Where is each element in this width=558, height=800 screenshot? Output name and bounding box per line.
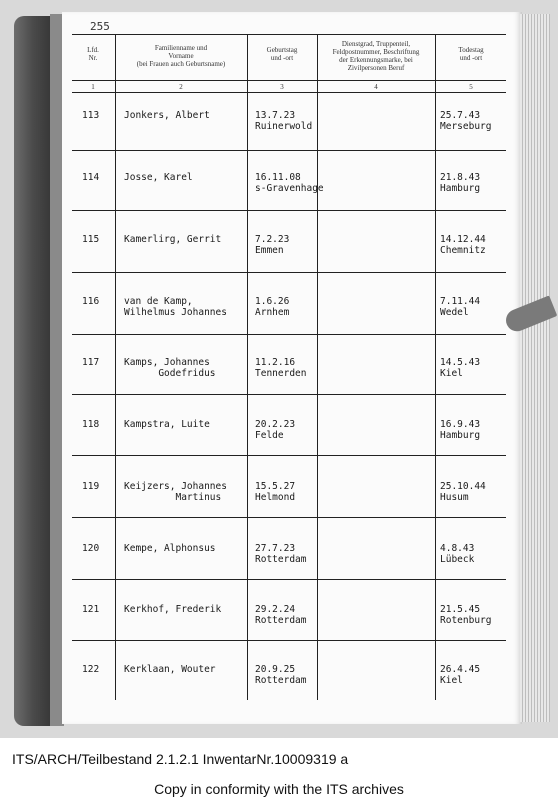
row-birth: 1.6.26 Arnhem	[255, 296, 290, 318]
row-name: Kamps, Johannes Godefridus	[124, 357, 216, 379]
row-line	[72, 150, 506, 151]
row-number: 115	[82, 234, 100, 245]
row-line	[72, 517, 506, 518]
row-birth: 20.9.25 Rotterdam	[255, 664, 307, 686]
column-number: 1	[91, 83, 95, 91]
page-number: 255	[90, 20, 110, 33]
row-death: 7.11.44 Wedel	[440, 296, 481, 318]
column-number: 3	[280, 83, 284, 91]
column-number: 4	[374, 83, 378, 91]
row-birth: 11.2.16 Tennerden	[255, 357, 307, 379]
row-birth: 13.7.23 Ruinerwold	[255, 110, 313, 132]
row-death: 14.12.44 Chemnitz	[440, 234, 486, 256]
row-number: 116	[82, 296, 100, 307]
row-line	[72, 394, 506, 395]
row-death: 14.5.43 Kiel	[440, 357, 481, 379]
row-name: Kamerlirg, Gerrit	[124, 234, 222, 245]
row-number: 119	[82, 481, 100, 492]
table-line	[247, 34, 248, 700]
header-name: Familienname und Vorname (bei Frauen auch Geburtsname)	[136, 44, 226, 68]
row-death: 26.4.45 Kiel	[440, 664, 481, 686]
row-birth: 20.2.23 Felde	[255, 419, 296, 441]
row-name: Jonkers, Albert	[124, 110, 210, 121]
archive-reference: ITS/ARCH/Teilbestand 2.1.2.1 InwentarNr.10009319 a	[12, 751, 349, 767]
row-death: 25.10.44 Husum	[440, 481, 486, 503]
row-name: Keijzers, Johannes Martinus	[124, 481, 227, 503]
header-birth: Geburtstag und -ort	[266, 46, 298, 62]
row-number: 120	[82, 543, 100, 554]
row-line	[72, 455, 506, 456]
row-name: Kerklaan, Wouter	[124, 664, 216, 675]
row-death: 25.7.43 Merseburg	[440, 110, 492, 132]
row-number: 117	[82, 357, 100, 368]
column-number: 2	[179, 83, 183, 91]
header-nr: Lfd. Nr.	[87, 46, 99, 62]
row-birth: 29.2.24 Rotterdam	[255, 604, 307, 626]
row-name: Kempe, Alphonsus	[124, 543, 216, 554]
row-death: 4.8.43 Lübeck	[440, 543, 475, 565]
table-line	[72, 80, 506, 81]
row-birth: 27.7.23 Rotterdam	[255, 543, 307, 565]
row-line	[72, 272, 506, 273]
row-name: Josse, Karel	[124, 172, 193, 183]
row-birth: 15.5.27 Helmond	[255, 481, 296, 503]
page-stack	[520, 14, 550, 722]
row-name: van de Kamp, Wilhelmus Johannes	[124, 296, 227, 318]
copy-note: Copy in conformity with the ITS archives	[154, 781, 404, 797]
table-line	[435, 34, 436, 700]
column-number: 5	[469, 83, 473, 91]
row-number: 121	[82, 604, 100, 615]
row-death: 21.5.45 Rotenburg	[440, 604, 492, 626]
row-birth: 16.11.08 s-Gravenhage	[255, 172, 324, 194]
row-number: 118	[82, 419, 100, 430]
header-rank: Dienstgrad, Truppenteil, Feldpostnummer, Beschriftung der Erkennungsmarke, bei Zivilpersonen Beruf	[332, 40, 420, 72]
row-name: Kampstra, Luite	[124, 419, 210, 430]
table-line	[72, 92, 506, 93]
table-line	[115, 34, 116, 700]
row-line	[72, 640, 506, 641]
row-line	[72, 579, 506, 580]
table-line	[317, 34, 318, 700]
header-death: Todestag und -ort	[458, 46, 484, 62]
row-line	[72, 334, 506, 335]
row-death: 16.9.43 Hamburg	[440, 419, 481, 441]
row-birth: 7.2.23 Emmen	[255, 234, 290, 256]
row-name: Kerkhof, Frederik	[124, 604, 222, 615]
row-number: 114	[82, 172, 100, 183]
row-death: 21.8.43 Hamburg	[440, 172, 481, 194]
row-number: 113	[82, 110, 100, 121]
row-number: 122	[82, 664, 100, 675]
row-line	[72, 210, 506, 211]
table-line	[72, 34, 506, 35]
